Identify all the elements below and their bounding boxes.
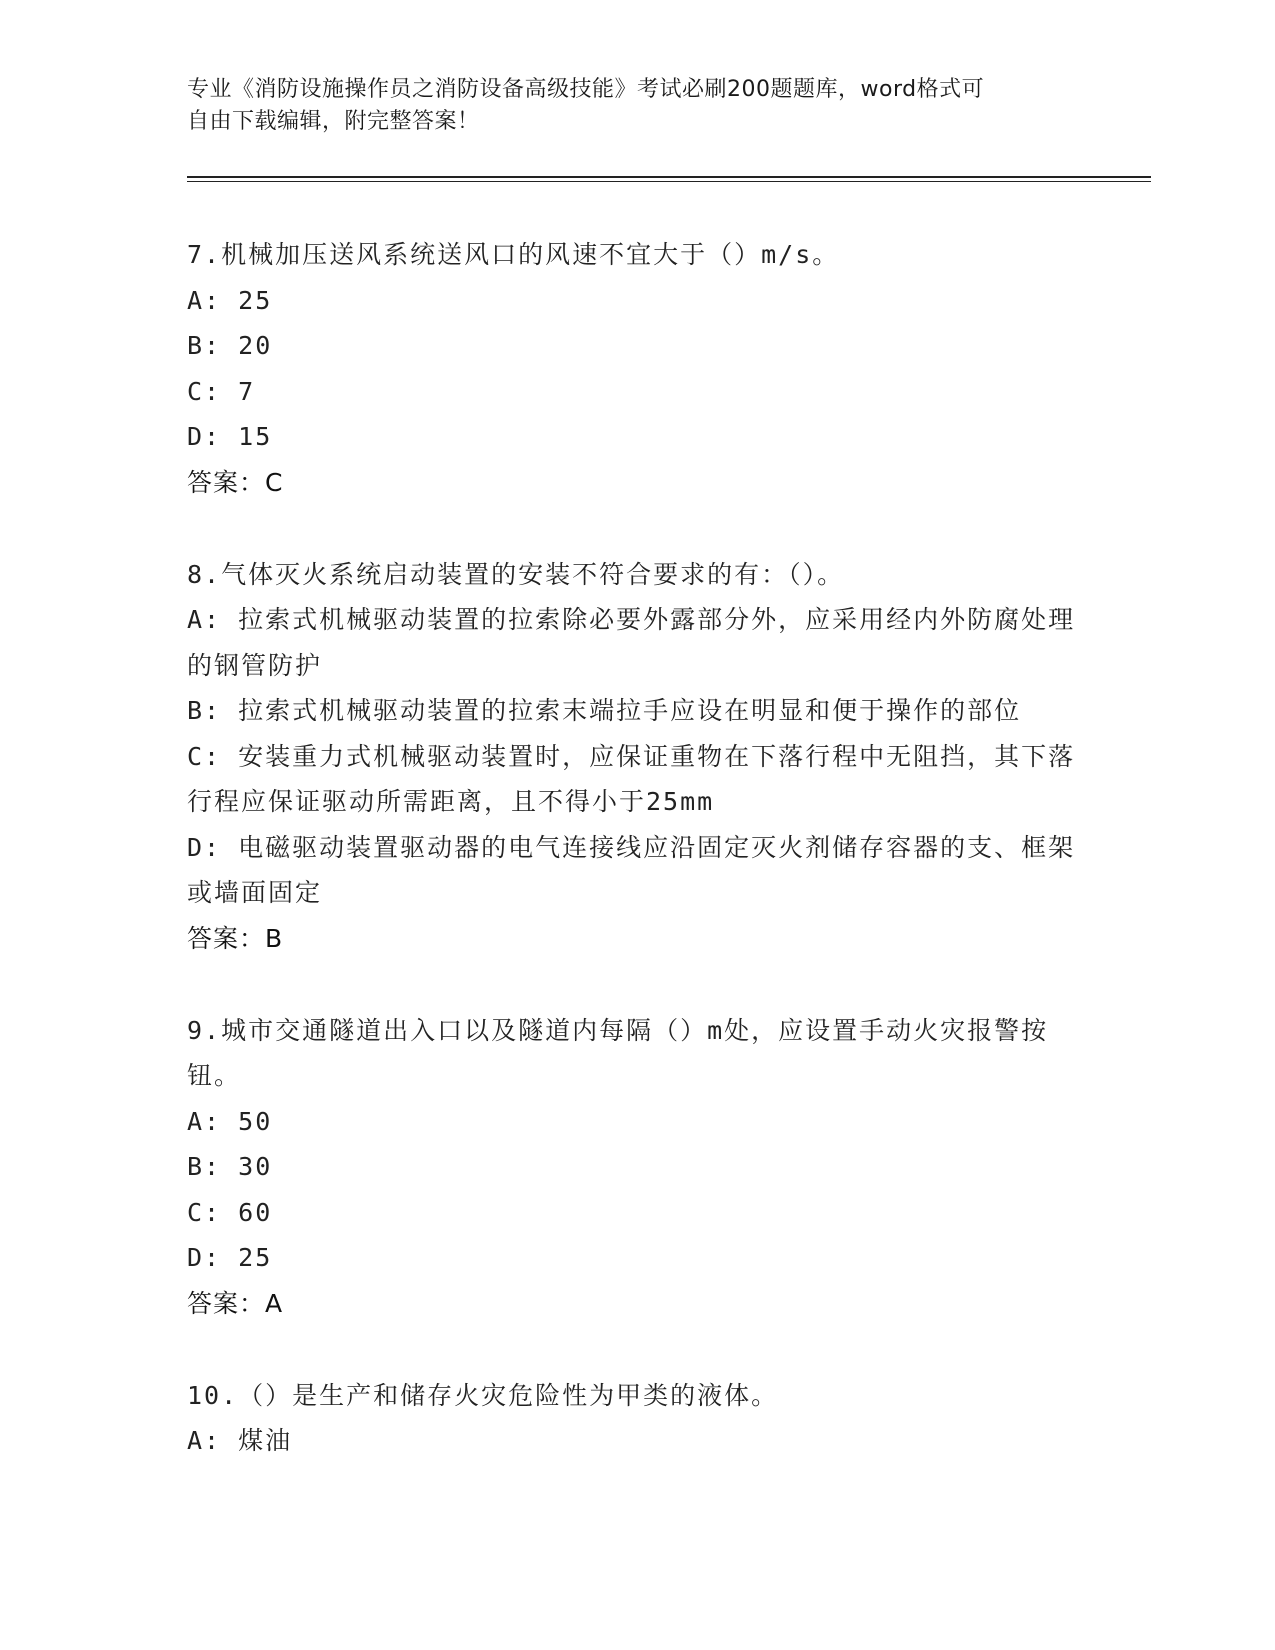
question-10 xyxy=(187,1373,1087,1464)
question-stem: 9.城市交通隧道出入口以及隧道内每隔（）m处，应设置手动火灾报警按钮。 xyxy=(187,1015,1049,1090)
option-c: C: 安装重力式机械驱动装置时，应保证重物在下落行程中无阻挡，其下落行程应保证驱动所需距离，且不得小于25mm xyxy=(187,741,1076,816)
option-d: D: 25 xyxy=(187,1243,273,1272)
option-a: A: 拉索式机械驱动装置的拉索除必要外露部分外，应采用经内外防腐处理的钢管防护 xyxy=(187,605,1076,680)
header-line-2: 自由下载编辑，附完整答案！ xyxy=(187,109,480,134)
option-c: C: 60 xyxy=(187,1197,273,1227)
option-b: B: 30 xyxy=(187,1152,273,1181)
document-header xyxy=(187,74,1067,138)
question-8 xyxy=(187,552,1087,961)
header-line-1: 专业《消防设施操作员之消防设备高级技能》考试必刷200题题库，word格式可 xyxy=(187,77,985,102)
question-list xyxy=(187,232,1087,1511)
option-b: B: 拉索式机械驱动装置的拉索末端拉手应设在明显和便于操作的部位 xyxy=(187,696,1022,725)
option-a: A: 煤油 xyxy=(187,1426,293,1455)
option-b: B: 20 xyxy=(187,331,273,360)
question-9 xyxy=(187,1008,1087,1326)
question-stem: 8.气体灭火系统启动装置的安装不符合要求的有：（）。 xyxy=(187,559,845,589)
option-a: A: 50 xyxy=(187,1106,273,1136)
answer-line: 答案：C xyxy=(187,467,284,497)
header-divider xyxy=(187,176,1151,182)
option-d: D: 电磁驱动装置驱动器的电气连接线应沿固定灭火剂储存容器的支、框架或墙面固定 xyxy=(187,832,1076,907)
question-stem: 10.（）是生产和储存火灾危险性为甲类的液体。 xyxy=(187,1380,779,1410)
question-stem: 7.机械加压送风系统送风口的风速不宜大于（）m/s。 xyxy=(187,240,840,269)
option-c: C: 7 xyxy=(187,376,256,406)
question-7 xyxy=(187,232,1087,505)
answer-line: 答案：B xyxy=(187,923,284,953)
option-d: D: 15 xyxy=(187,422,273,451)
answer-line: 答案：A xyxy=(187,1288,284,1318)
option-a: A: 25 xyxy=(187,285,273,315)
